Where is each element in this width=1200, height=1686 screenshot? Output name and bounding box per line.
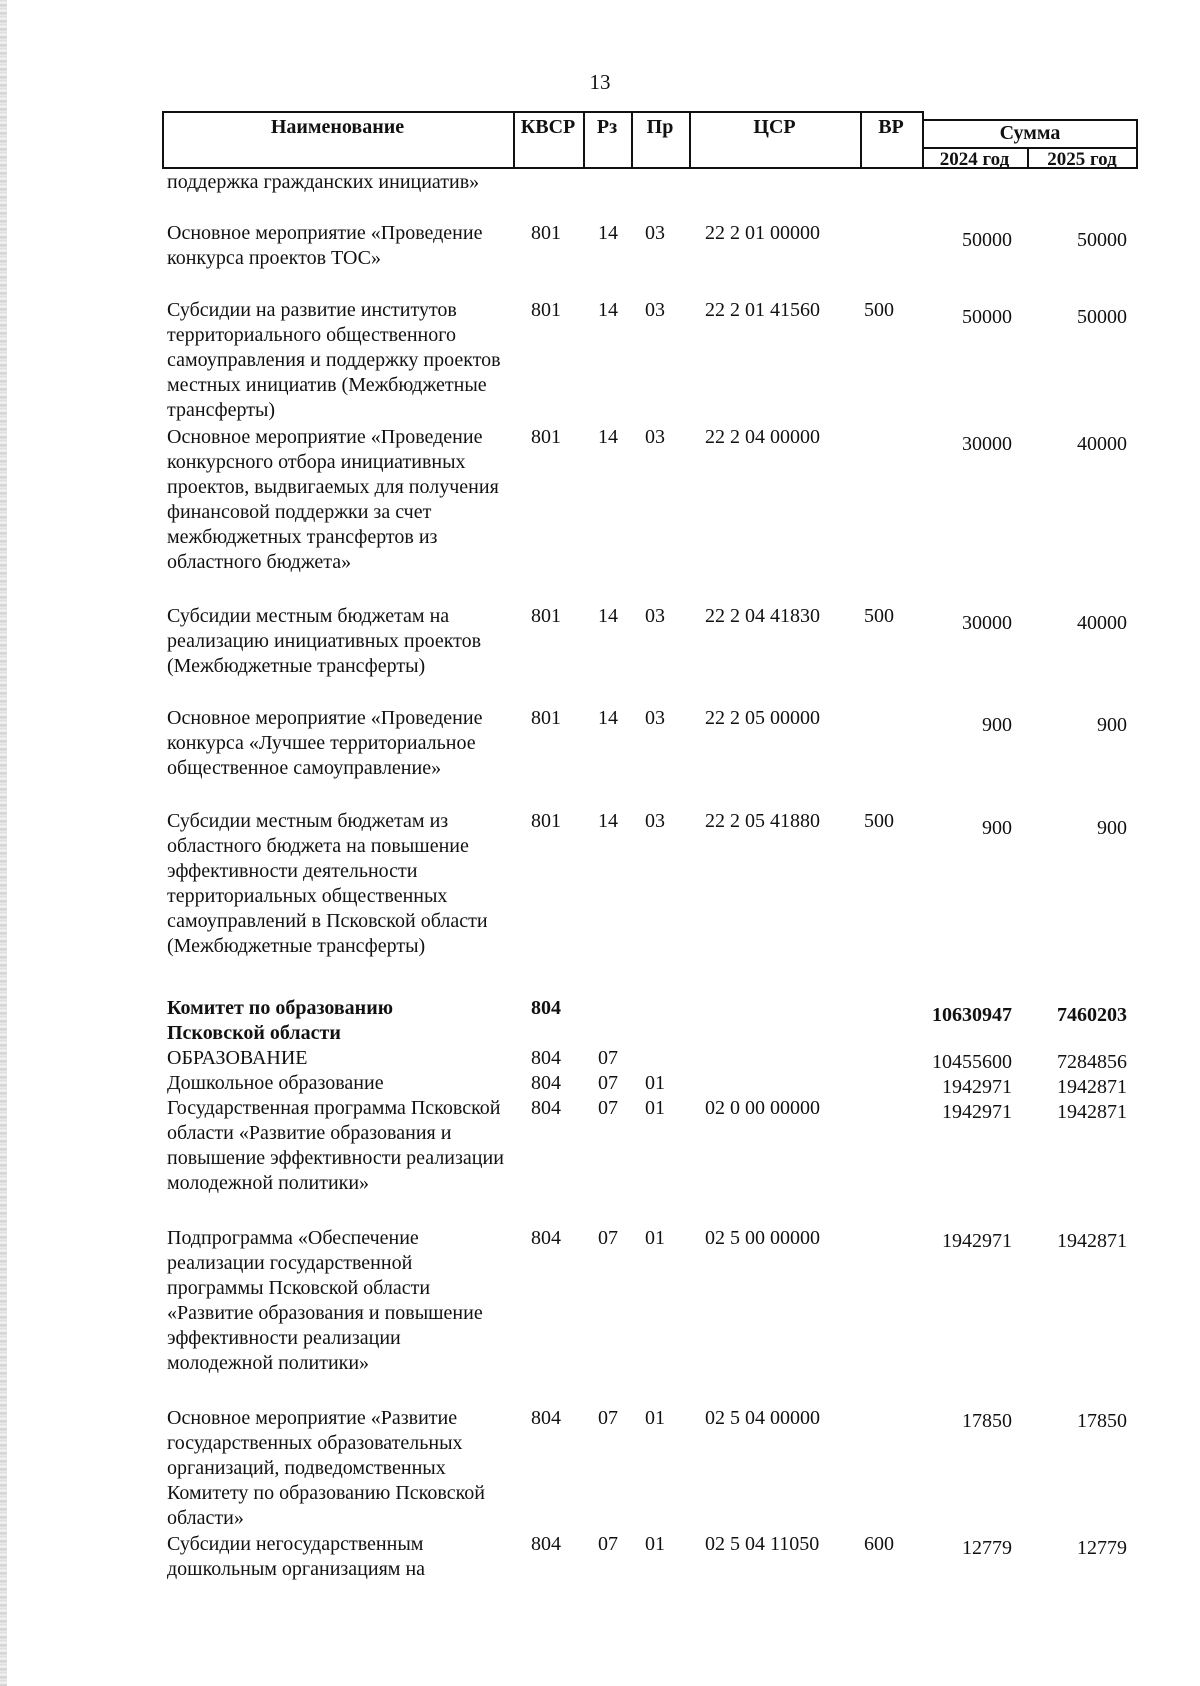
row-name: Дошкольное образование (167, 1072, 384, 1094)
row-pr: 01 (645, 1097, 665, 1119)
row-name: Государственная программа Псковской области «Развитие образования и повышение эффективности реализации молодежной политики» (167, 1097, 504, 1194)
row-name: Субсидии местным бюджетам из областного бюджета на повышение эффективности деятельности территориальных общественных самоуправлений в Псковской области (Межбюджетные трансферты) (167, 810, 488, 957)
row-pr: 03 (645, 605, 665, 627)
header-top-line-sum (922, 119, 1138, 121)
row-csr: 02 5 04 00000 (705, 1407, 820, 1429)
row-kvsr: 804 (531, 1407, 561, 1429)
row-name: Основное мероприятие «Проведение конкурса проектов ТОС» (167, 222, 483, 269)
row-kvsr: 801 (531, 299, 561, 321)
row-rz: 07 (598, 1407, 618, 1429)
header-csr: ЦСР (753, 116, 796, 138)
row-sum-2025: 900 (1097, 817, 1127, 839)
row-pr: 03 (645, 222, 665, 244)
row-name: Субсидии местным бюджетам на реализацию инициативных проектов (Межбюджетные трансферты) (167, 605, 482, 677)
header-year-2025: 2025 год (1047, 149, 1117, 170)
header-top-line (162, 111, 922, 113)
row-pr: 03 (645, 299, 665, 321)
row-kvsr: 801 (531, 810, 561, 832)
row-vr: 600 (864, 1533, 894, 1555)
row-pr: 03 (645, 707, 665, 729)
row-name: Комитет по образованию Псковской области (167, 997, 393, 1044)
row-name: Основное мероприятие «Проведение конкурсного отбора инициативных проектов, выдвигаемых для получения финансовой поддержки за счет межбюджетных трансфертов из областного бюджета» (167, 426, 499, 573)
row-rz: 07 (598, 1097, 618, 1119)
row-csr: 22 2 04 41830 (705, 605, 820, 627)
row-pr: 01 (645, 1533, 665, 1555)
row-sum-2025: 40000 (1077, 612, 1127, 634)
table-header (162, 111, 1138, 169)
header-kvsr: КВСР (520, 116, 576, 138)
row-csr: 02 5 00 00000 (705, 1227, 820, 1249)
row-kvsr: 801 (531, 426, 561, 448)
row-rz: 07 (598, 1072, 618, 1094)
row-sum-2024: 17850 (962, 1410, 1012, 1432)
row-pr: 03 (645, 426, 665, 448)
row-sum-2024: 10630947 (932, 1004, 1012, 1026)
row-sum-2025: 900 (1097, 714, 1127, 736)
row-sum-2025: 12779 (1077, 1537, 1127, 1559)
row-csr: 22 2 05 41880 (705, 810, 820, 832)
row-name: Субсидии негосударственным дошкольным организациям на (167, 1533, 426, 1580)
row-name: Субсидии на развитие институтов территориального общественного самоуправления и поддержку проектов местных инициатив (Межбюджетные трансферты) (167, 299, 501, 421)
row-vr: 500 (864, 299, 894, 321)
row-sum-2024: 900 (982, 714, 1012, 736)
row-sum-2025: 17850 (1077, 1410, 1127, 1432)
header-rz: Рз (596, 116, 618, 138)
row-rz: 14 (598, 605, 618, 627)
row-csr: 02 0 00 00000 (705, 1097, 820, 1119)
row-name: Основное мероприятие «Развитие государственных образовательных организаций, подведомственных Комитету по образованию Псковской области» (167, 1407, 485, 1529)
row-vr: 500 (864, 605, 894, 627)
row-kvsr: 801 (531, 605, 561, 627)
row-kvsr: 801 (531, 222, 561, 244)
row-sum-2025: 7460203 (1057, 1004, 1127, 1026)
row-sum-2025: 50000 (1077, 306, 1127, 328)
header-pr: Пр (646, 116, 674, 138)
row-kvsr: 804 (531, 1097, 561, 1119)
row-sum-2025: 1942871 (1057, 1076, 1127, 1098)
row-pr: 03 (645, 810, 665, 832)
row-sum-2025: 1942871 (1057, 1230, 1127, 1252)
row-name: Подпрограмма «Обеспечение реализации государственной программы Псковской области «Развитие образования и повышение эффективности реализации молодежной политики» (167, 1227, 483, 1374)
row-sum-2025: 40000 (1077, 433, 1127, 455)
row-csr: 22 2 01 41560 (705, 299, 820, 321)
row-sum-2024: 1942971 (942, 1076, 1012, 1098)
row-sum-2024: 12779 (962, 1537, 1012, 1559)
row-rz: 07 (598, 1533, 618, 1555)
row-kvsr: 804 (531, 1227, 561, 1249)
scan-edge (0, 0, 7, 1686)
row-sum-2024: 50000 (962, 229, 1012, 251)
row-sum-2025: 50000 (1077, 229, 1127, 251)
row-name: поддержка гражданских инициатив» (167, 171, 480, 193)
row-sum-2024: 900 (982, 817, 1012, 839)
row-csr: 02 5 04 11050 (705, 1533, 820, 1555)
row-csr: 22 2 01 00000 (705, 222, 820, 244)
header-sum: Сумма (999, 122, 1061, 144)
row-sum-2025: 7284856 (1057, 1051, 1127, 1073)
page-number: 13 (589, 70, 611, 94)
row-kvsr: 801 (531, 707, 561, 729)
header-year-2024: 2024 год (939, 149, 1010, 170)
row-csr: 22 2 04 00000 (705, 426, 820, 448)
row-sum-2024: 10455600 (932, 1051, 1012, 1073)
row-kvsr: 804 (531, 1072, 561, 1094)
row-kvsr: 804 (531, 1533, 561, 1555)
row-pr: 01 (645, 1227, 665, 1249)
header-name: Наименование (270, 116, 405, 138)
row-rz: 14 (598, 810, 618, 832)
row-sum-2025: 1942871 (1057, 1101, 1127, 1123)
row-name: ОБРАЗОВАНИЕ (167, 1047, 308, 1069)
row-sum-2024: 30000 (962, 433, 1012, 455)
row-kvsr: 804 (531, 1047, 561, 1069)
row-rz: 07 (598, 1227, 618, 1249)
row-vr: 500 (864, 810, 894, 832)
header-vr: ВР (878, 116, 904, 138)
row-sum-2024: 1942971 (942, 1101, 1012, 1123)
row-kvsr: 804 (531, 997, 561, 1019)
row-sum-2024: 1942971 (942, 1230, 1012, 1252)
row-sum-2024: 30000 (962, 612, 1012, 634)
row-pr: 01 (645, 1407, 665, 1429)
row-rz: 14 (598, 426, 618, 448)
row-sum-2024: 50000 (962, 306, 1012, 328)
row-pr: 01 (645, 1072, 665, 1094)
row-rz: 07 (598, 1047, 618, 1069)
row-name: Основное мероприятие «Проведение конкурса «Лучшее территориальное общественное самоуправление» (167, 707, 483, 779)
row-csr: 22 2 05 00000 (705, 707, 820, 729)
row-rz: 14 (598, 222, 618, 244)
row-rz: 14 (598, 299, 618, 321)
row-rz: 14 (598, 707, 618, 729)
